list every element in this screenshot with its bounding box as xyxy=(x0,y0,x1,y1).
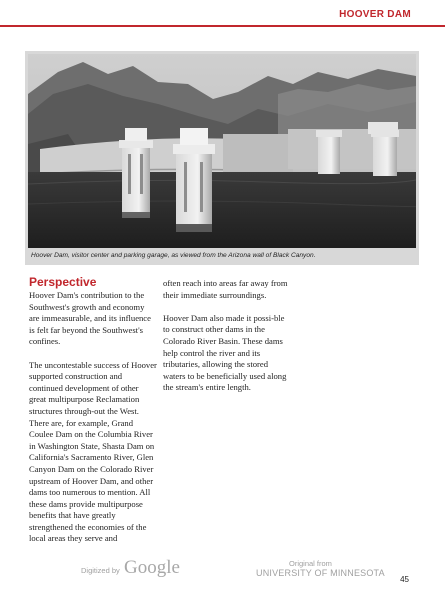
figure xyxy=(25,51,419,265)
university-name: UNIVERSITY OF MINNESOTA xyxy=(256,568,385,578)
paragraph: often reach into areas far away from their immediate surroundings. xyxy=(163,278,288,300)
hoover-dam-photo xyxy=(28,54,416,248)
paragraph: The uncontestable success of Hoover supported construction and continued development of other great multipurpose Reclamation structures through-out the West. There are, for example, Grand Coulee Dam on the Columbia River in Washington State, Shasta Dam on California's Sacramento River, Glen Canyon Dam on the Colorado River upstream of Hoover Dam, and other dams too numerous to mention. All these dams provide multipurpose benefits that have greatly strengthened the economies of the local areas they serve and xyxy=(29,359,157,544)
original-from-label: Original from xyxy=(289,559,332,568)
header-rule xyxy=(0,25,445,27)
right-column xyxy=(163,278,289,406)
section-heading: Perspective xyxy=(29,275,97,289)
left-column xyxy=(29,290,157,557)
paragraph: Hoover Dam also made it possi-ble to construct other dams in the Colorado River Basin. These dams help control the river and its tributaries, allowing the stored waters to be beneficially used along the stream's entire length. xyxy=(163,312,287,393)
google-logo: Google xyxy=(124,557,180,578)
paragraph: Hoover Dam's contribution to the Southwest's growth and economy are immeasurable, and its influence is felt far beyond the Southwest's confines. xyxy=(29,290,151,347)
digitized-by-label: Digitized by xyxy=(81,566,120,575)
footer xyxy=(0,554,445,594)
figure-caption: Hoover Dam, visitor center and parking garage, as viewed from the Arizona wall of Black Canyon. xyxy=(31,252,316,259)
running-header: HOOVER DAM xyxy=(339,9,411,20)
page-number: 45 xyxy=(400,575,409,584)
